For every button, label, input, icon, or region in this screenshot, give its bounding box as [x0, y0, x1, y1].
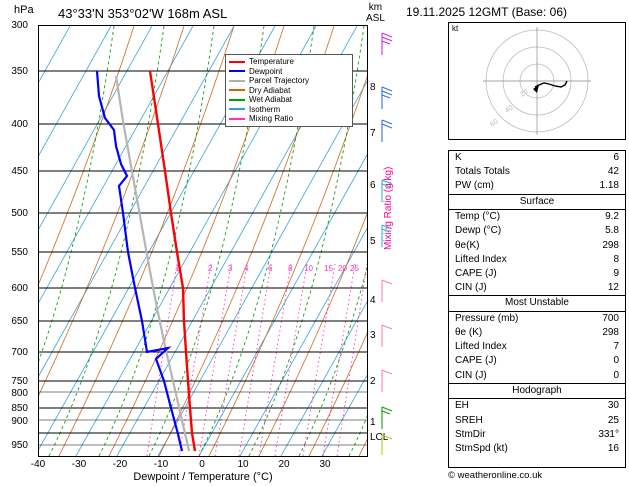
param-key: Lifted Index	[455, 253, 507, 265]
legend-label: Wet Adiabat	[249, 95, 292, 105]
param-value: 6	[613, 152, 619, 163]
legend-swatch	[229, 99, 245, 101]
km-axis-tick: 7	[370, 128, 376, 139]
mixing-ratio-label: 3	[228, 264, 233, 273]
legend-label: Dewpoint	[249, 66, 283, 76]
wind-barb	[382, 435, 392, 455]
mixing-ratio-label: 10	[304, 264, 313, 273]
param-value: 331°	[598, 428, 619, 440]
legend-label: Isotherm	[249, 104, 281, 114]
table-row	[449, 253, 625, 267]
hodograph-axes	[483, 27, 591, 135]
wind-barb	[382, 33, 392, 55]
forecast-datetime: 19.11.2025 12GMT (Base: 06)	[406, 5, 567, 19]
legend-swatch	[229, 70, 245, 72]
param-key: EH	[455, 400, 469, 412]
table-row	[449, 369, 625, 383]
hodograph-ring-label: 40	[504, 104, 515, 115]
param-key: Pressure (mb)	[455, 312, 519, 324]
table-section-header: Most Unstable	[449, 295, 625, 312]
param-value: 5.8	[605, 225, 619, 237]
hodograph-panel	[448, 22, 626, 140]
param-key: Dewp (°C)	[455, 225, 502, 237]
param-value: 9	[613, 267, 619, 279]
x-axis-tick: -10	[153, 459, 169, 470]
hodograph-trace	[535, 81, 567, 87]
km-axis-tick: 3	[370, 330, 376, 341]
param-value: 30	[607, 400, 619, 412]
y-axis-tick: 550	[11, 247, 28, 258]
param-value: 12	[607, 282, 619, 294]
km-axis-tick: 4	[370, 295, 376, 306]
param-key: StmDir	[455, 428, 486, 440]
param-value: 0	[613, 369, 619, 381]
mixing-ratio-lines	[147, 264, 367, 456]
param-value: 298	[602, 327, 619, 339]
table-row	[449, 224, 625, 238]
param-value: 16	[607, 442, 619, 454]
param-key: CAPE (J)	[455, 267, 497, 279]
wind-barb	[382, 325, 392, 347]
y-axis-tick: 800	[11, 388, 28, 399]
legend	[225, 54, 353, 127]
legend-item	[229, 86, 349, 96]
param-value: 25	[607, 414, 619, 426]
param-value: 700	[602, 312, 619, 324]
mixing-ratio-label: 20	[338, 264, 347, 273]
temperature-line	[150, 71, 195, 451]
legend-swatch	[229, 118, 245, 120]
legend-item	[229, 114, 349, 124]
x-axis-tick: -30	[71, 459, 87, 470]
wind-barb	[382, 87, 392, 109]
mixing-ratio-label: 8	[288, 264, 293, 273]
legend-swatch	[229, 80, 245, 82]
x-axis-tick: 30	[319, 459, 331, 470]
mixing-ratio-label: 2	[208, 264, 213, 273]
hodograph-unit-label: kt	[452, 24, 459, 33]
param-value: 298	[602, 239, 619, 251]
param-key: PW (cm)	[455, 180, 494, 192]
table-row	[449, 399, 625, 413]
km-axis-tick: 2	[370, 376, 376, 387]
table-section-header: Surface	[449, 194, 625, 211]
param-key: CIN (J)	[455, 369, 487, 381]
wind-barb-column	[368, 25, 400, 457]
wind-barbs-svg	[368, 25, 400, 457]
param-key: StmSpd (kt)	[455, 442, 508, 454]
y-axis-tick: 700	[11, 347, 28, 358]
km-label-line1: km	[368, 2, 383, 13]
legend-label: Temperature	[249, 57, 294, 67]
y-axis-tick: 900	[11, 416, 28, 427]
mixing-ratio-label: 1	[175, 264, 180, 273]
wind-barb	[382, 407, 392, 429]
y-axis-tick: 650	[11, 316, 28, 327]
table-row	[449, 281, 625, 295]
param-value: 9.2	[605, 211, 619, 223]
table-row	[449, 179, 625, 193]
legend-swatch	[229, 108, 245, 110]
x-axis-tick: 10	[237, 459, 249, 470]
skewt-plot-area	[38, 25, 368, 457]
x-axis-tick: 0	[199, 459, 205, 470]
mixing-ratio-label: 4	[244, 264, 249, 273]
param-key: SREH	[455, 414, 483, 426]
lcl-label: LCL	[370, 432, 389, 443]
hodograph-svg	[449, 23, 625, 139]
table-row	[449, 414, 625, 428]
table-row	[449, 267, 625, 281]
hodograph-ring-labels	[489, 88, 529, 128]
table-row	[449, 340, 625, 354]
param-key: θe(K)	[455, 239, 480, 251]
legend-item	[229, 95, 349, 105]
pressure-unit-label: hPa	[14, 4, 34, 16]
param-key: K	[455, 152, 462, 163]
param-value: 1.18	[599, 180, 619, 192]
legend-item	[229, 67, 349, 77]
x-axis-tick: -40	[30, 459, 46, 470]
param-key: Totals Totals	[455, 166, 510, 178]
table-row	[449, 354, 625, 368]
param-key: Temp (°C)	[455, 211, 501, 223]
mixing-ratio-label: 6	[268, 264, 273, 273]
table-row	[449, 428, 625, 442]
table-row	[449, 210, 625, 224]
table-row	[449, 165, 625, 179]
table-row	[449, 312, 625, 326]
wind-barb	[382, 370, 392, 392]
y-axis-tick: 350	[11, 66, 28, 77]
y-axis-tick: 300	[11, 20, 28, 31]
legend-swatch	[229, 89, 245, 91]
legend-swatch	[229, 61, 245, 63]
param-key: CAPE (J)	[455, 355, 497, 367]
y-axis-tick: 750	[11, 376, 28, 387]
mixing-ratio-label: 25	[350, 264, 359, 273]
hodograph-ring-label: 20	[519, 88, 530, 99]
km-axis-tick: 1	[370, 417, 376, 428]
wind-barb	[382, 180, 392, 202]
km-axis-tick: 6	[370, 180, 376, 191]
legend-item	[229, 105, 349, 115]
x-axis-title: Dewpoint / Temperature (°C)	[133, 471, 273, 483]
param-value: 42	[607, 166, 619, 178]
legend-label: Parcel Trajectory	[249, 76, 310, 86]
altitude-unit-label	[366, 2, 385, 24]
param-key: θe (K)	[455, 327, 483, 339]
x-axis-tick: -20	[112, 459, 128, 470]
mixing-ratio-label: 15	[324, 264, 333, 273]
y-axis-tick: 850	[11, 403, 28, 414]
legend-item	[229, 57, 349, 67]
y-axis-tick: 400	[11, 119, 28, 130]
km-axis-tick: 8	[370, 82, 376, 93]
y-axis-tick: 450	[11, 166, 28, 177]
wind-barb	[382, 120, 392, 142]
table-section-header: Hodograph	[449, 383, 625, 400]
wind-barb	[382, 225, 392, 247]
hodograph-ring-label: 60	[489, 118, 500, 129]
param-value: 0	[613, 355, 619, 367]
param-key: Lifted Index	[455, 341, 507, 353]
table-row	[449, 239, 625, 253]
table-row	[449, 151, 625, 165]
station-title: 43°33'N 353°02'W 168m ASL	[58, 6, 228, 21]
pressure-gridlines-minor	[39, 392, 367, 445]
x-axis-tick: 20	[278, 459, 290, 470]
copyright-notice: © weatheronline.co.uk	[448, 470, 543, 481]
parameters-table	[448, 150, 626, 468]
wind-barb	[382, 280, 392, 302]
y-axis-tick: 500	[11, 208, 28, 219]
y-axis-tick: 600	[11, 283, 28, 294]
info-panel	[404, 0, 629, 486]
legend-item	[229, 76, 349, 86]
mixing-ratio-axis-title: Mixing Ratio (g/kg)	[383, 166, 394, 250]
legend-label: Dry Adiabat	[249, 85, 291, 95]
table-row	[449, 442, 625, 456]
table-row	[449, 326, 625, 340]
km-label-line2: ASL	[366, 13, 385, 24]
y-axis-tick: 950	[11, 440, 28, 451]
param-key: CIN (J)	[455, 282, 487, 294]
legend-label: Mixing Ratio	[249, 114, 294, 124]
param-value: 8	[613, 253, 619, 265]
km-axis-tick: 5	[370, 236, 376, 247]
param-value: 7	[613, 341, 619, 353]
